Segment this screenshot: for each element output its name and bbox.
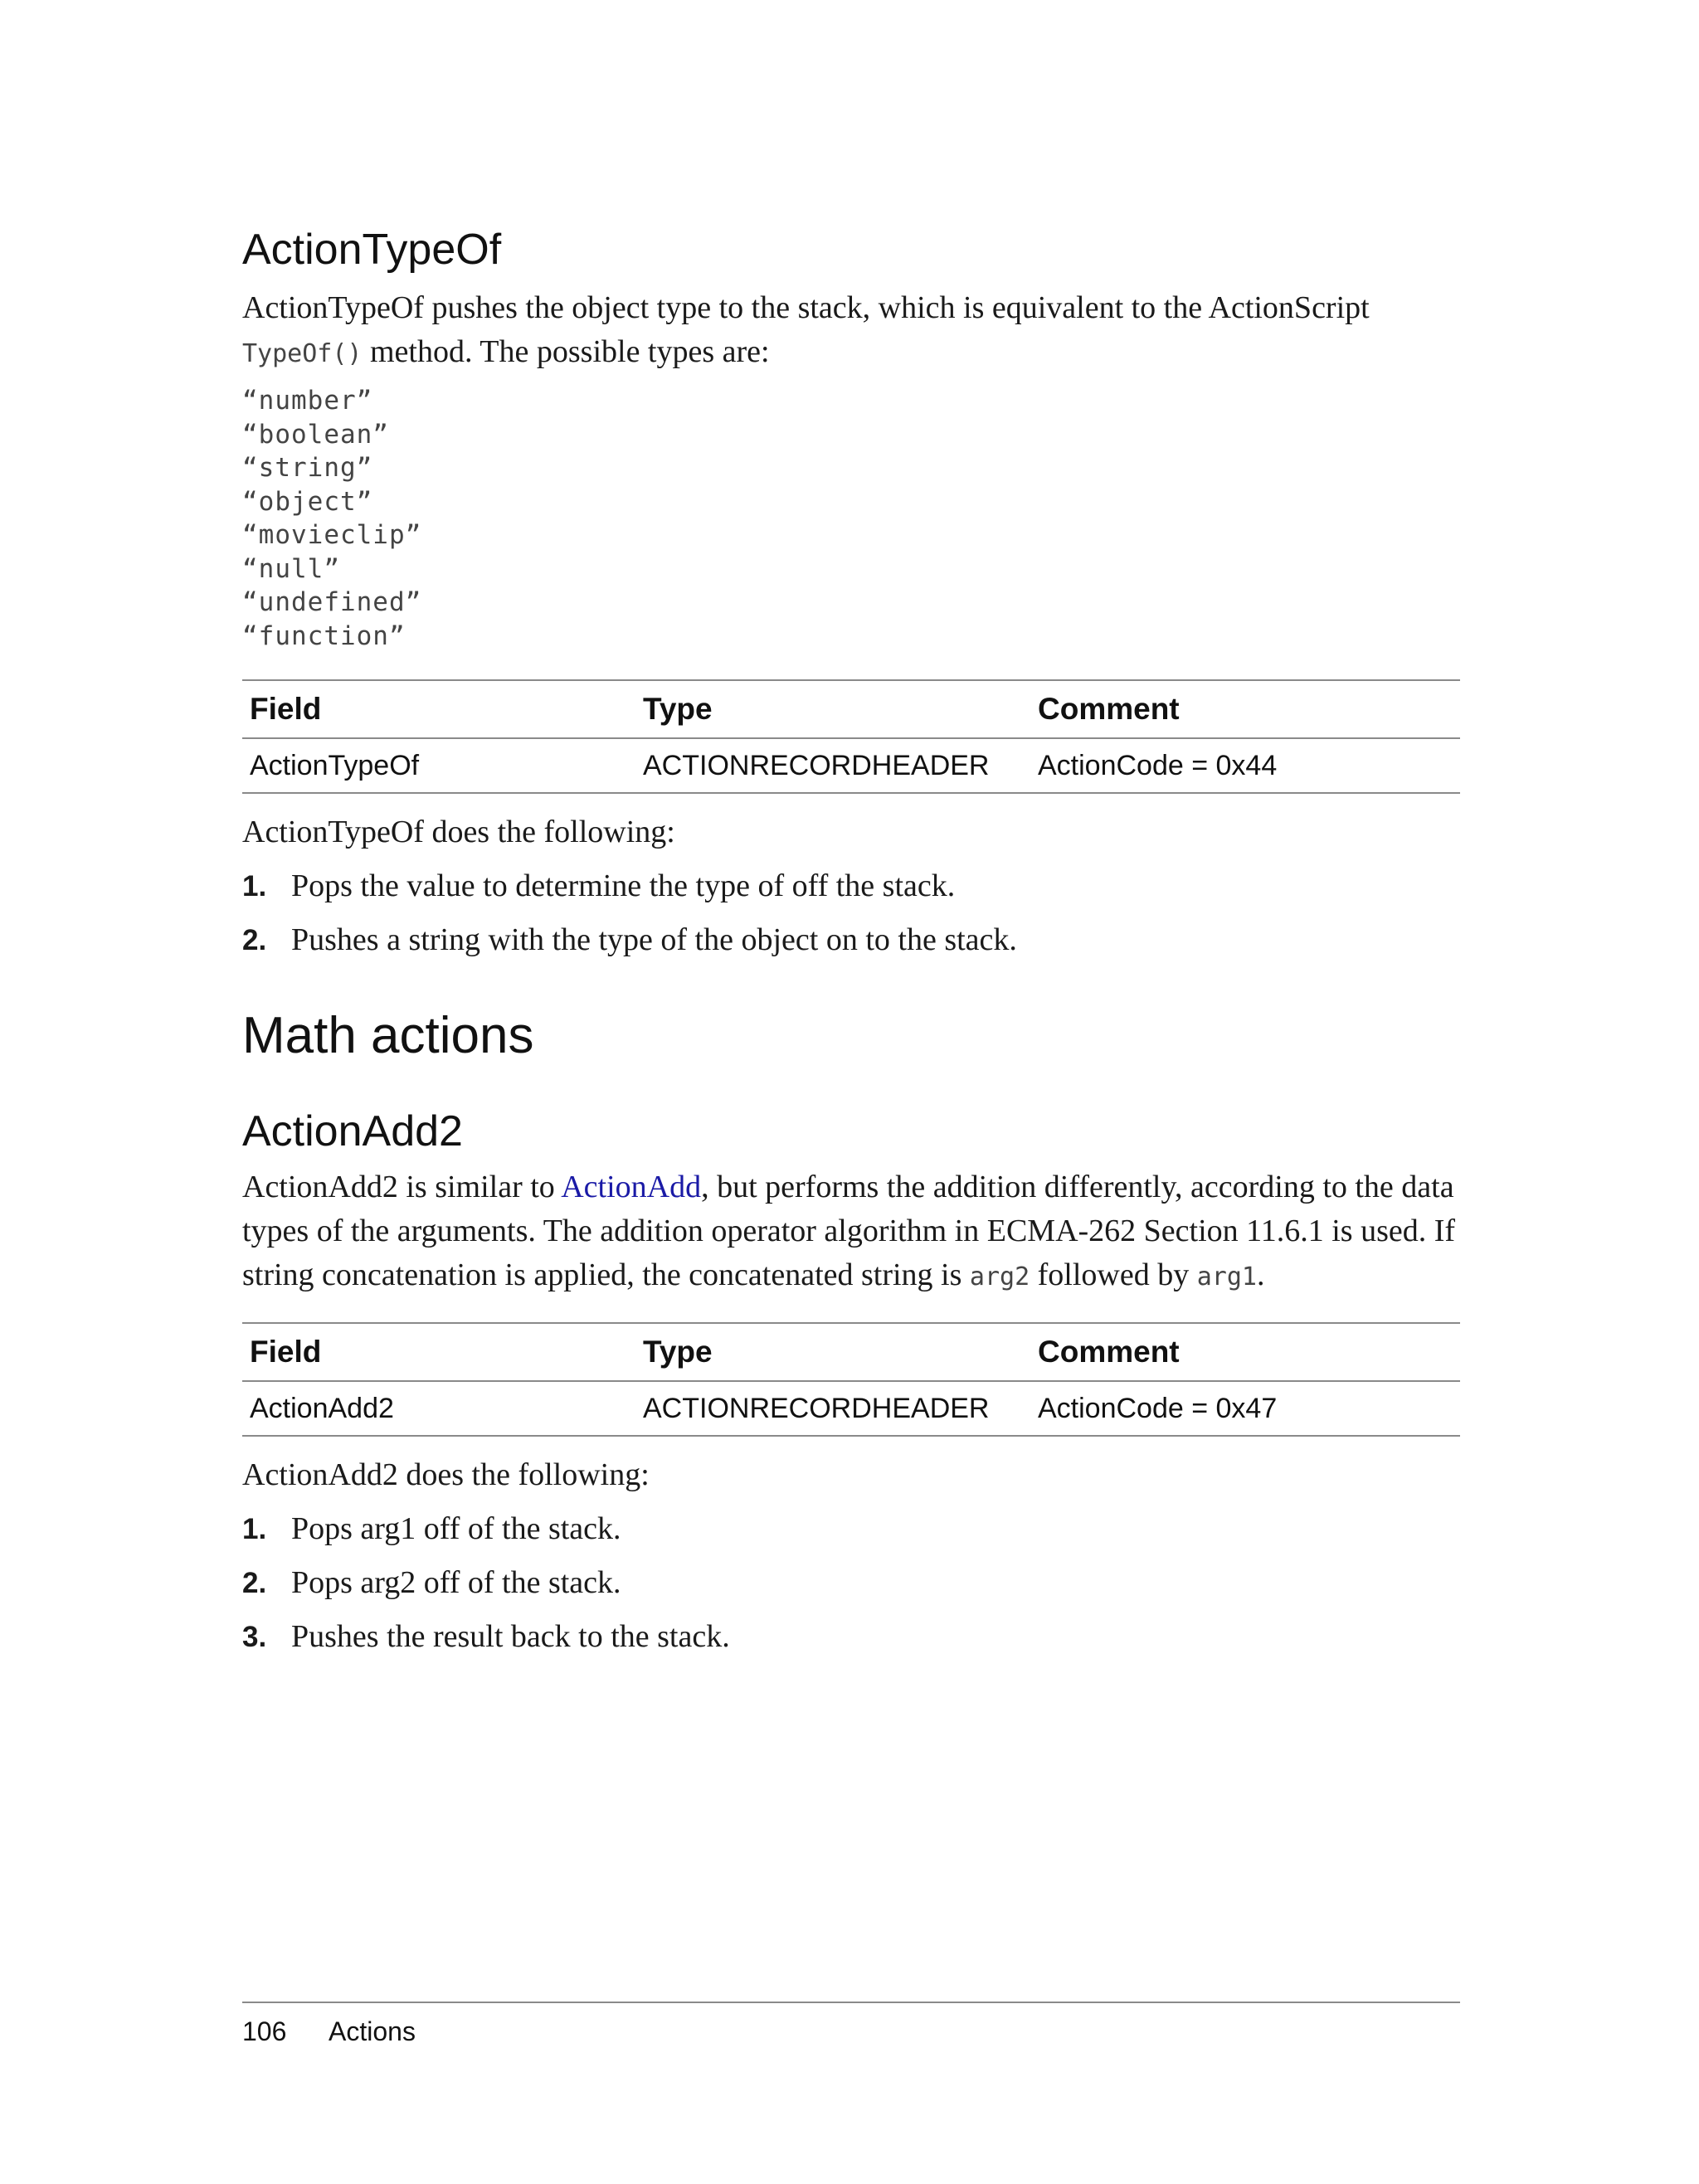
- step-text: Pops arg2 off of the stack.: [291, 1565, 621, 1601]
- cell-field: ActionAdd2: [242, 1381, 635, 1436]
- typeof-intro-paragraph: [242, 286, 1460, 376]
- step-number: 2.: [242, 924, 267, 957]
- type-value: “string”: [242, 453, 373, 484]
- cell-comment: ActionCode = 0x44: [1030, 738, 1460, 793]
- chapter-title: Actions: [329, 2016, 416, 2046]
- step-text: Pops arg1 off of the stack.: [291, 1511, 621, 1547]
- column-header-comment: Comment: [1030, 1323, 1460, 1381]
- typeof-field-table: [242, 679, 1460, 794]
- add2-intro-paragraph: [242, 1165, 1460, 1299]
- list-item: [242, 913, 1460, 967]
- add2-does-following: ActionAdd2 does the following:: [242, 1457, 650, 1493]
- table-header-row: [242, 1323, 1460, 1381]
- list-item: [242, 1556, 1460, 1610]
- column-header-field: Field: [242, 680, 635, 738]
- step-text: Pops the value to determine the type of off the stack.: [291, 868, 956, 904]
- typeof-intro-text: ActionTypeOf pushes the object type to the stack, which is equivalent to the ActionScript: [242, 290, 1370, 326]
- list-item: [242, 1502, 1460, 1556]
- add2-intro-period: .: [1256, 1257, 1265, 1293]
- cell-field: ActionTypeOf: [242, 738, 635, 793]
- add2-steps-list: [242, 1502, 1460, 1664]
- possible-types-code-block: [242, 384, 1460, 653]
- type-value: “object”: [242, 486, 373, 517]
- step-text: Pushes a string with the type of the object on to the stack.: [291, 922, 1017, 958]
- type-value: “null”: [242, 553, 340, 584]
- cell-comment: ActionCode = 0x47: [1030, 1381, 1460, 1436]
- typeof-steps-list: [242, 859, 1460, 967]
- type-value: “undefined”: [242, 587, 422, 618]
- column-header-comment: Comment: [1030, 680, 1460, 738]
- type-value: “movieclip”: [242, 520, 422, 551]
- arg1-code: arg1: [1196, 1262, 1257, 1292]
- cell-type: ACTIONRECORDHEADER: [635, 1381, 1030, 1436]
- step-number: 1.: [242, 1513, 267, 1546]
- add2-field-table: [242, 1322, 1460, 1437]
- heading-math-actions: Math actions: [242, 1007, 534, 1065]
- table-row: [242, 1381, 1460, 1436]
- add2-intro-text-mid: , but performs the addition differently, according to the data types of the arguments. The addition operator algorithm in ECMA-262 Section 11.6.1 is used. If string concatenation is applied, the concatenated string is: [242, 1170, 1456, 1293]
- typeof-intro-text-end: method. The possible types are:: [362, 334, 770, 370]
- typeof-method-code: TypeOf(): [242, 339, 363, 369]
- page-content: [242, 224, 1460, 1664]
- column-header-type: Type: [635, 680, 1030, 738]
- page-footer: [242, 2002, 1460, 2047]
- heading-actiontypeof: ActionTypeOf: [242, 226, 502, 274]
- add2-intro-text-followed: followed by: [1030, 1257, 1197, 1293]
- table-row: [242, 738, 1460, 793]
- page-number: 106: [242, 2016, 287, 2046]
- list-item: [242, 1610, 1460, 1664]
- actionadd-link[interactable]: ActionAdd: [561, 1170, 702, 1205]
- typeof-does-following: ActionTypeOf does the following:: [242, 815, 675, 850]
- type-value: “number”: [242, 386, 373, 416]
- list-item: [242, 859, 1460, 913]
- column-header-field: Field: [242, 1323, 635, 1381]
- arg2-code: arg2: [969, 1262, 1030, 1292]
- type-value: “boolean”: [242, 419, 389, 450]
- column-header-type: Type: [635, 1323, 1030, 1381]
- table-header-row: [242, 680, 1460, 738]
- step-text: Pushes the result back to the stack.: [291, 1619, 730, 1655]
- step-number: 3.: [242, 1621, 267, 1654]
- step-number: 2.: [242, 1567, 267, 1600]
- heading-actionadd2: ActionAdd2: [242, 1107, 463, 1155]
- add2-intro-text: ActionAdd2 is similar to: [242, 1170, 562, 1205]
- cell-type: ACTIONRECORDHEADER: [635, 738, 1030, 793]
- type-value: “function”: [242, 620, 406, 651]
- step-number: 1.: [242, 870, 267, 903]
